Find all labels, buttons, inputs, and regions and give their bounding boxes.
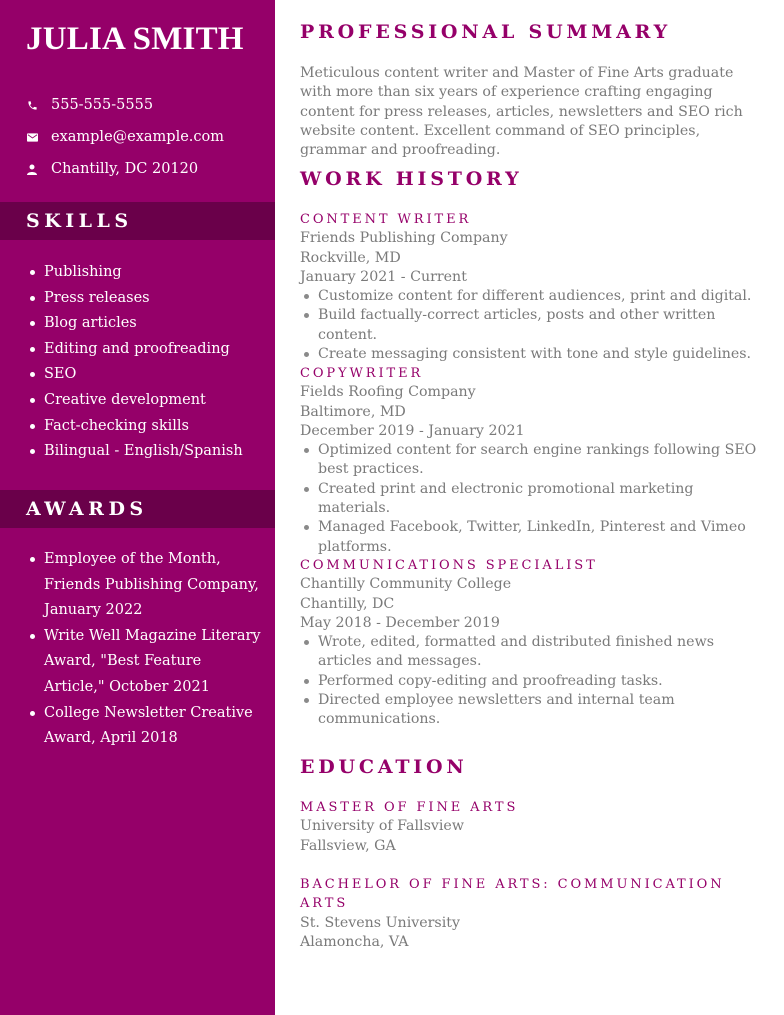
contact-info (26, 89, 224, 185)
awards-list (30, 547, 262, 752)
awards-heading: AWARDS (0, 490, 275, 528)
contact-location (26, 153, 224, 185)
job-bullet: Created print and electronic promotional marketing materials. (300, 480, 762, 519)
skill-item: Creative development (30, 388, 243, 414)
skill-item: Bilingual - English/Spanish (30, 439, 243, 465)
school-name: St. Stevens University (300, 914, 460, 931)
award-item: College Newsletter Creative Award, April 2018 (30, 701, 262, 752)
job-bullet: Performed copy-editing and proofreading tasks. (300, 672, 762, 691)
job-company: Fields Roofing Company (300, 384, 476, 401)
skill-item: Press releases (30, 286, 243, 312)
job-entry (300, 364, 762, 557)
job-bullets (300, 287, 762, 364)
job-bullet: Create messaging consistent with tone and style guidelines. (300, 345, 762, 364)
school-name: University of Fallsview (300, 818, 464, 835)
person-icon (26, 163, 38, 175)
main-content (300, 0, 770, 1015)
education-heading: EDUCATION (300, 756, 468, 778)
job-dates: December 2019 - January 2021 (300, 422, 525, 439)
job-bullets (300, 633, 762, 729)
skill-item: Fact-checking skills (30, 414, 243, 440)
school-location: Alamoncha, VA (300, 933, 409, 950)
job-title: CONTENT WRITER (300, 212, 472, 227)
job-entry (300, 210, 762, 364)
job-company: Chantilly Community College (300, 576, 512, 593)
phone-text: 555-555-5555 (51, 97, 154, 113)
award-item: Write Well Magazine Literary Award, "Best Feature Article," October 2021 (30, 624, 262, 701)
skill-item: Editing and proofreading (30, 337, 243, 363)
summary-heading: PROFESSIONAL SUMMARY (300, 21, 672, 43)
job-bullet: Wrote, edited, formatted and distributed finished news articles and messages. (300, 633, 762, 672)
job-entry (300, 556, 762, 730)
job-bullets (300, 441, 762, 557)
job-company: Friends Publishing Company (300, 230, 508, 247)
location-text: Chantilly, DC 20120 (51, 161, 199, 177)
contact-email (26, 121, 224, 153)
skills-list (30, 260, 243, 465)
skills-heading: SKILLS (0, 202, 275, 240)
email-text: example@example.com (51, 129, 225, 145)
job-title: COMMUNICATIONS SPECIALIST (300, 558, 598, 573)
phone-icon (26, 99, 38, 111)
education-entry (300, 798, 762, 856)
education-entry (300, 875, 762, 952)
candidate-name: JULIA SMITH (26, 21, 244, 57)
degree-title: BACHELOR OF FINE ARTS: COMMUNICATION ARTS (300, 877, 725, 912)
job-bullet: Build factually-correct articles, posts and other written content. (300, 306, 762, 345)
job-bullet: Customize content for different audiences, print and digital. (300, 287, 762, 306)
job-bullet: Directed employee newsletters and internal team communications. (300, 691, 762, 730)
job-title: COPYWRITER (300, 366, 424, 381)
job-bullet: Optimized content for search engine rankings following SEO best practices. (300, 441, 762, 480)
summary-text: Meticulous content writer and Master of Fine Arts graduate with more than six years of experience crafting engaging content for press releases, articles, newsletters and SEO rich website content. Excellent command of SEO principles, grammar and proofreading. (300, 65, 743, 159)
email-icon (26, 131, 38, 143)
job-dates: May 2018 - December 2019 (300, 614, 500, 631)
skill-item: Blog articles (30, 311, 243, 337)
degree-title: MASTER OF FINE ARTS (300, 800, 519, 815)
work-history-heading: WORK HISTORY (300, 168, 523, 190)
job-bullet: Managed Facebook, Twitter, LinkedIn, Pinterest and Vimeo platforms. (300, 518, 762, 557)
skill-item: SEO (30, 362, 243, 388)
job-location: Rockville, MD (300, 249, 401, 266)
school-location: Fallsview, GA (300, 837, 396, 854)
job-dates: January 2021 - Current (300, 268, 467, 285)
job-location: Chantilly, DC (300, 595, 395, 612)
contact-phone (26, 89, 224, 121)
skill-item: Publishing (30, 260, 243, 286)
job-location: Baltimore, MD (300, 403, 406, 420)
award-item: Employee of the Month, Friends Publishing Company, January 2022 (30, 547, 262, 624)
sidebar (0, 0, 275, 1015)
